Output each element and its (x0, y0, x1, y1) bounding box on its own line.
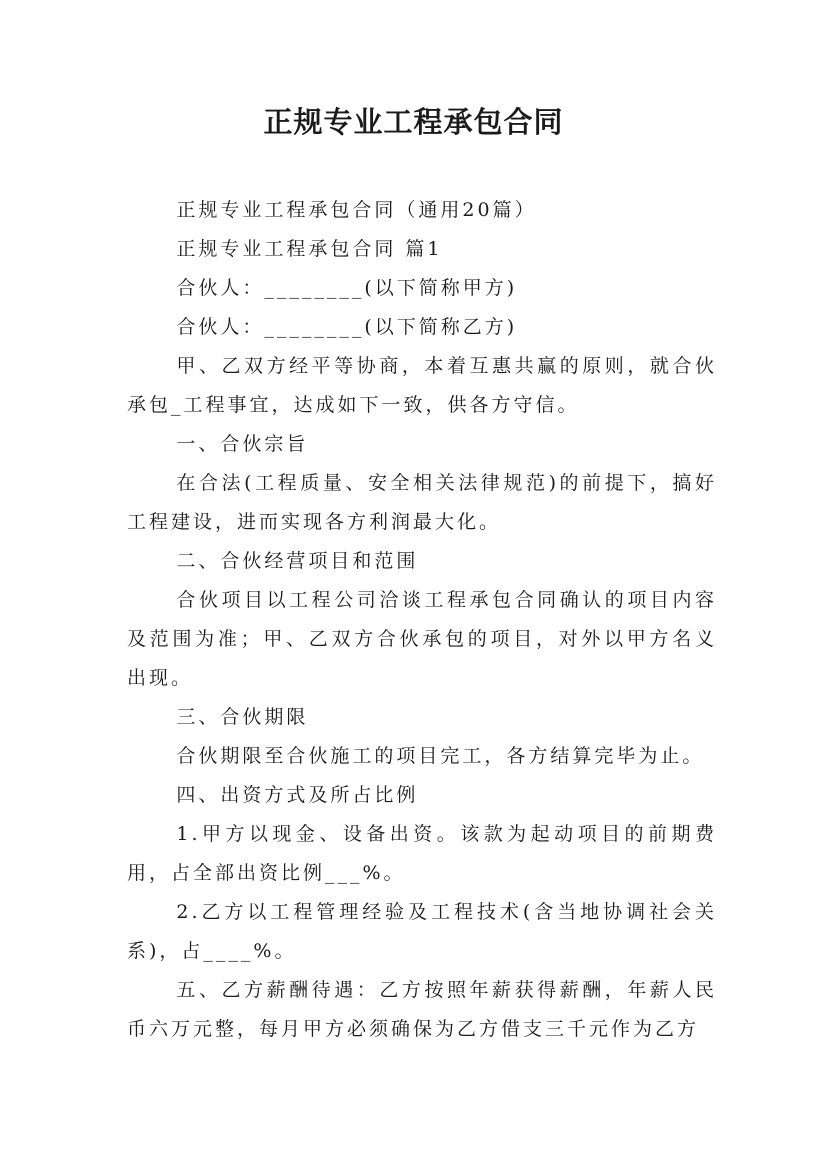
party-a-line: 合伙人：________(以下简称甲方) (176, 277, 518, 299)
purpose-paragraph: 在合法(工程质量、安全相关法律规范)的前提下，搞好工程建设，进而实现各方利润最大化。 (127, 472, 717, 533)
party-b-line: 合伙人：________(以下简称乙方) (176, 316, 518, 338)
document-title: 正规专业工程承包合同 (263, 105, 564, 139)
heading-scope: 二、合伙经营项目和范围 (176, 550, 419, 572)
investment-item-1: 1.甲方以现金、设备出资。该款为起动项目的前期费用，占全部出资比例___%。 (127, 823, 717, 884)
investment-item-2: 2.乙方以工程管理经验及工程技术(含当地协调社会关系)，占____%。 (127, 901, 717, 962)
scope-paragraph: 合伙项目以工程公司洽谈工程承包合同确认的项目内容及范围为准；甲、乙双方合伙承包的项目，对外以甲方名义出现。 (127, 589, 717, 689)
subtitle-line: 正规专业工程承包合同（通用20篇） (176, 199, 537, 221)
heading-investment: 四、出资方式及所占比例 (176, 784, 419, 806)
term-paragraph: 合伙期限至合伙施工的项目完工，各方结算完毕为止。 (176, 745, 705, 767)
section-heading-article-1: 正规专业工程承包合同 篇1 (176, 238, 443, 260)
preamble-paragraph: 甲、乙双方经平等协商，本着互惠共赢的原则，就合伙承包_工程事宜，达成如下一致，供各方守信。 (127, 355, 717, 416)
heading-term: 三、合伙期限 (176, 706, 309, 728)
salary-paragraph: 五、乙方薪酬待遇：乙方按照年薪获得薪酬，年薪人民币六万元整，每月甲方必须确保为乙方借支三千元作为乙方 (127, 979, 717, 1040)
heading-purpose: 一、合伙宗旨 (176, 433, 309, 455)
document-body (127, 191, 717, 1049)
